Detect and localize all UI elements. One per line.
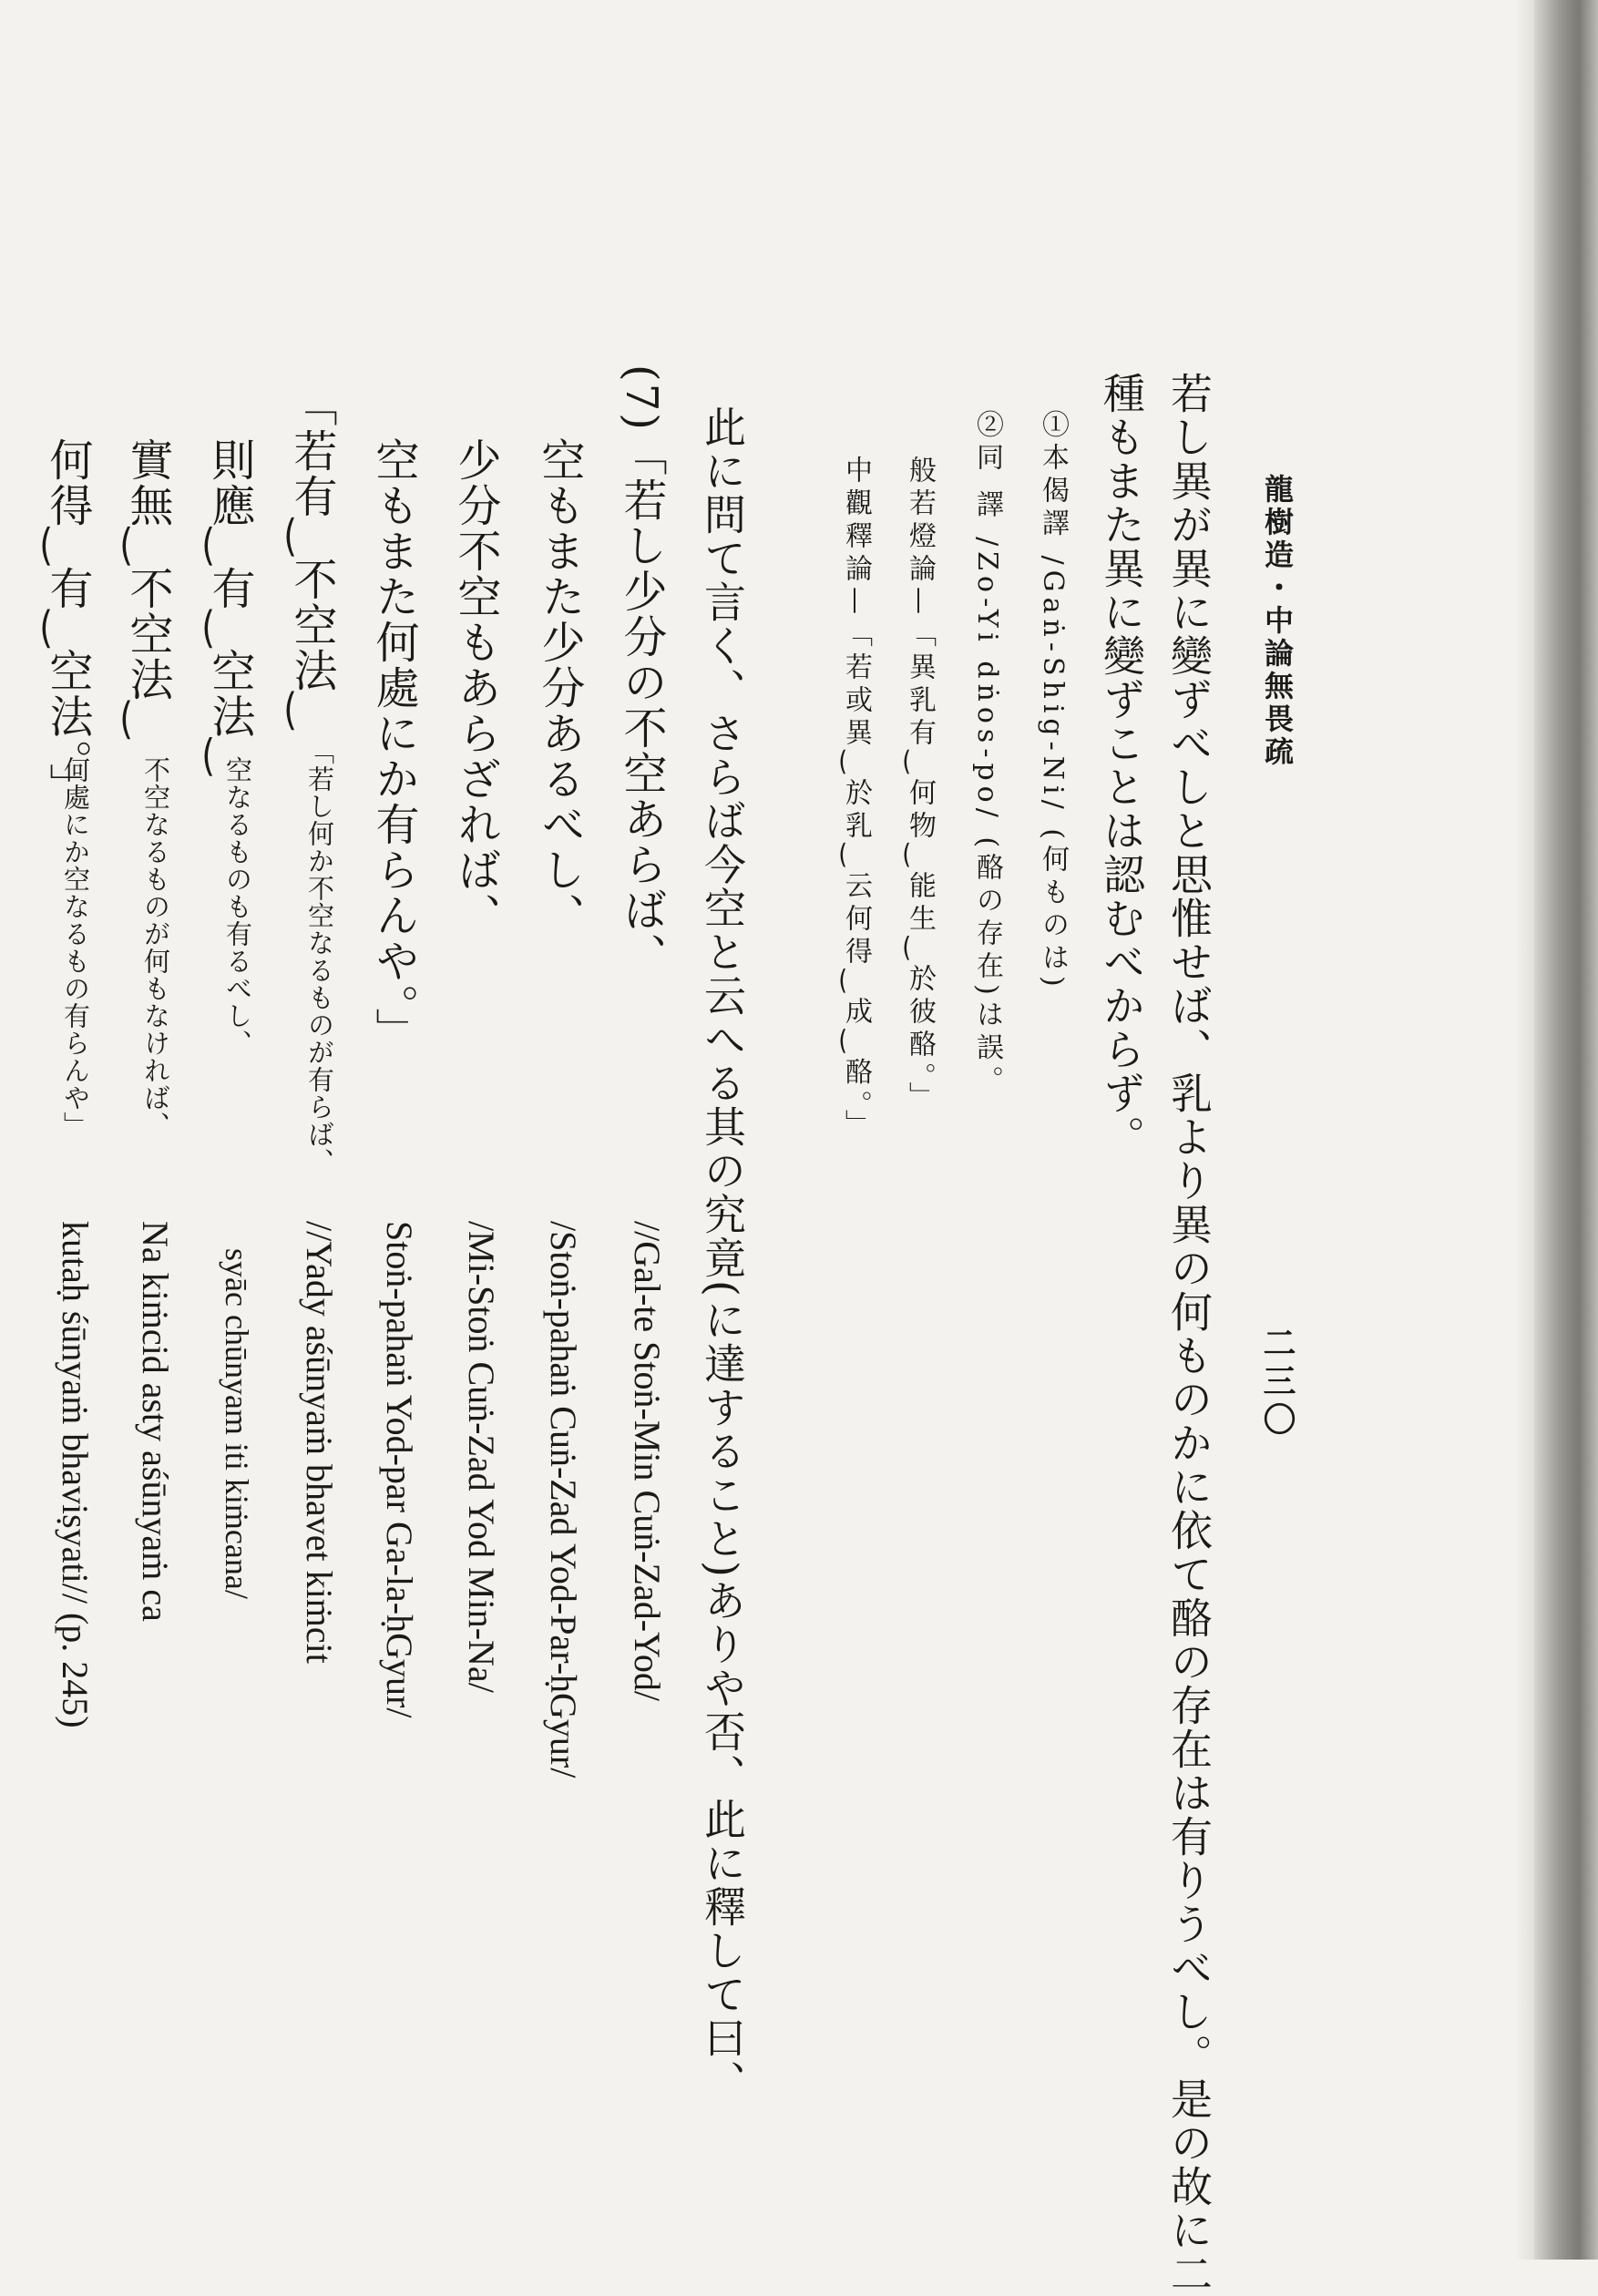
verse-gloss-5: 「若し何か不空なるものが有らば、: [304, 738, 335, 1175]
page-gutter: [1516, 0, 1534, 2260]
verse-tib-4: Stoṅ-pahaṅ Yod-par Ga-la-ḥGyur/: [379, 1221, 420, 1718]
verse-gloss-6: 空なるものも有るべし、: [222, 756, 253, 1057]
verse-jp-3: 少分不空もあらざれば、: [450, 437, 501, 938]
verse-tib-3: /Mi-Stoṅ Cuṅ-Zad Yod Min-Na/: [461, 1221, 502, 1693]
footnote-4: 中觀釋論—「若或異‿於乳‿云何得‿成‿酪。」: [840, 456, 872, 1143]
verse-jp-1: (7)「若し少分の不空あらば、: [616, 364, 667, 979]
verse-tib-8: kutaḥ śūnyaṁ bhaviṣyati// (p. 245): [55, 1221, 96, 1728]
paragraph-2: 此に問て言く、さらば今空と云へる其の究竟(に達すること)ありや否、此に釋して曰、: [698, 405, 747, 2104]
page-number: 二三〇: [1258, 1326, 1296, 1440]
verse-jp-6: 則應‿有‿空法‿: [204, 437, 255, 776]
footnote-2: ②同 譯 /Zo-Yi dṅos-po/ (酪の存在)は誤。: [971, 410, 1003, 1099]
footnote-3: 般若燈論—「異乳有‿何物‿能生‿於彼酪。」: [904, 456, 936, 1115]
verse-tib-6: syāc chūnyam iti kiṁcana/: [219, 1248, 255, 1599]
running-title: 龍樹造・中論無畏疏: [1260, 474, 1295, 769]
binding-shadow: [1534, 0, 1598, 2260]
verse-gloss-7: 不空なるものが何もなければ、: [140, 756, 171, 1139]
verse-tib-7: Na kiṁcid asty aśūnyaṁ ca: [135, 1221, 176, 1622]
footnote-1: ①本偈譯 /Gaṅ-Shig-Ni/ (何ものは): [1037, 410, 1069, 992]
verse-jp-7: 實無‿不空法‿: [122, 437, 173, 740]
verse-tib-5: //Yady aśūnyaṁ bhavet kiṁcit: [299, 1221, 340, 1664]
paragraph-1-line-1: 若し異が異に變ずべしと思惟せば、乳より異の何ものかに依て酪の存在は有りうべし。是の故に二: [1164, 372, 1214, 2296]
verse-tib-1: //Gal-te Stoṅ-Min Cuṅ-Zad-Yod/: [627, 1221, 668, 1702]
verse-jp-2: 空もまた少分あるべし、: [534, 437, 585, 938]
paragraph-1-line-2: 種もまた異に變ずことは認むべからず。: [1097, 372, 1146, 1159]
verse-gloss-8: 何處にか空なるもの有らんや」: [60, 756, 91, 1139]
verse-jp-4: 空もまた何處にか有らんや。」: [368, 437, 419, 1053]
verse-jp-8: 何得‿有‿空法。」: [42, 437, 93, 809]
verse-tib-2: /Stoṅ-pahaṅ Cuṅ-Zad Yod-Par-ḥGyur/: [543, 1221, 584, 1778]
verse-jp-5: 「若有‿不空法‿: [286, 383, 337, 731]
